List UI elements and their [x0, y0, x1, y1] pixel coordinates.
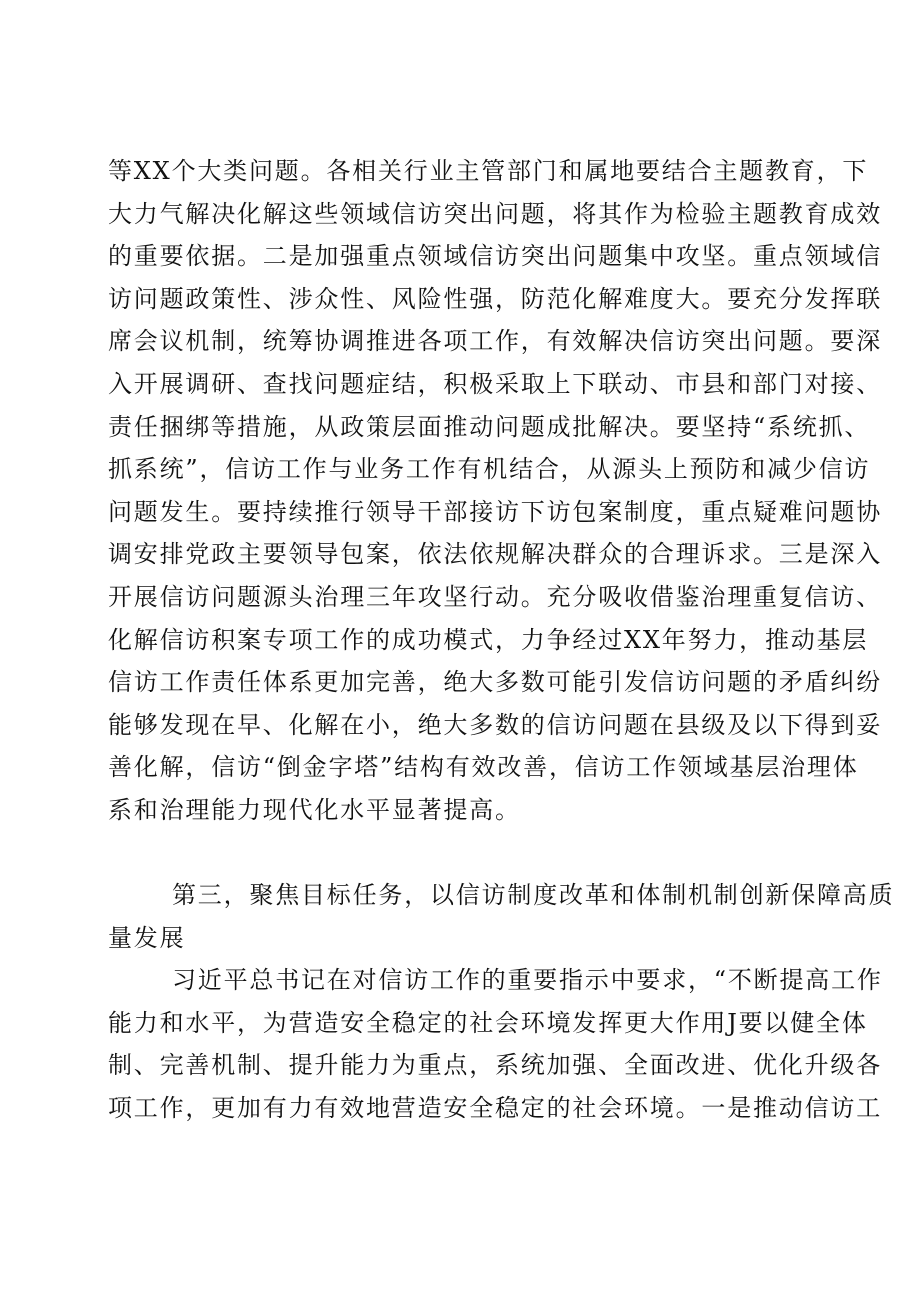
- text-line: 能力和水平，为营造安全稳定的社会环境发挥更大作用J要以健全体: [108, 1008, 868, 1037]
- text-line: 责任捆绑等措施，从政策层面推动问题成批解决。要坚持“系统抓、: [108, 412, 871, 441]
- text-line: 问题发生。要持续推行领导干部接访下访包案制度，重点疑难问题协: [108, 497, 882, 526]
- text-line: 的重要依据。二是加强重点领域信访突出问题集中攻坚。重点领域信: [108, 242, 882, 271]
- body-paragraph-continuation: [108, 150, 882, 832]
- text-line: 席会议机制，统筹协调推进各项工作，有效解决信访突出问题。要深: [108, 327, 882, 356]
- text-line: 入开展调研、查找问题症结，积极采取上下联动、市县和部门对接、: [108, 369, 882, 398]
- body-paragraph-next: [108, 959, 883, 1129]
- text-line: 大力气解决化解这些领域信访突出问题，将其作为检验主题教育成效: [108, 199, 882, 228]
- text-line: 系和治理能力现代化水平显著提高。: [108, 795, 521, 824]
- text-line: 信访工作责任体系更加完善，绝大多数可能引发信访问题的矛盾纠纷: [108, 668, 882, 697]
- text-line: 习近平总书记在对信访工作的重要指示中要求，“不断提高工作: [172, 966, 883, 994]
- text-line: 项工作，更加有力有效地营造安全稳定的社会环境。一是推动信访工: [108, 1093, 882, 1122]
- text-line: 等XX个大类问题。各相关行业主管部门和属地要结合主题教育，下: [108, 157, 869, 185]
- section-heading: [108, 874, 895, 959]
- text-line: 访问题政策性、涉众性、风险性强，防范化解难度大。要充分发挥联: [108, 284, 882, 313]
- text-line: 化解信访积案专项工作的成功模式，力争经过XX年努力，推动基层: [108, 625, 869, 654]
- heading-line: 第三，聚焦目标任务，以信访制度改革和体制机制创新保障高质: [172, 881, 895, 909]
- text-line: 开展信访问题源头治理三年攻坚行动。充分吸收借鉴治理重复信访、: [108, 582, 882, 611]
- text-line: 抓系统”，信访工作与业务工作有机结合，从源头上预防和减少信访: [108, 455, 871, 484]
- text-line: 调安排党政主要领导包案，依法依规解决群众的合理诉求。三是深入: [108, 540, 882, 569]
- text-line: 能够发现在早、化解在小，绝大多数的信访问题在县级及以下得到妥: [108, 710, 882, 739]
- heading-line: 量发展: [108, 923, 186, 952]
- text-line: 制、完善机制、提升能力为重点，系统加强、全面改进、优化升级各: [108, 1051, 882, 1080]
- text-line: 善化解，信访“倒金字塔”结构有效改善，信访工作领域基层治理体: [108, 753, 859, 782]
